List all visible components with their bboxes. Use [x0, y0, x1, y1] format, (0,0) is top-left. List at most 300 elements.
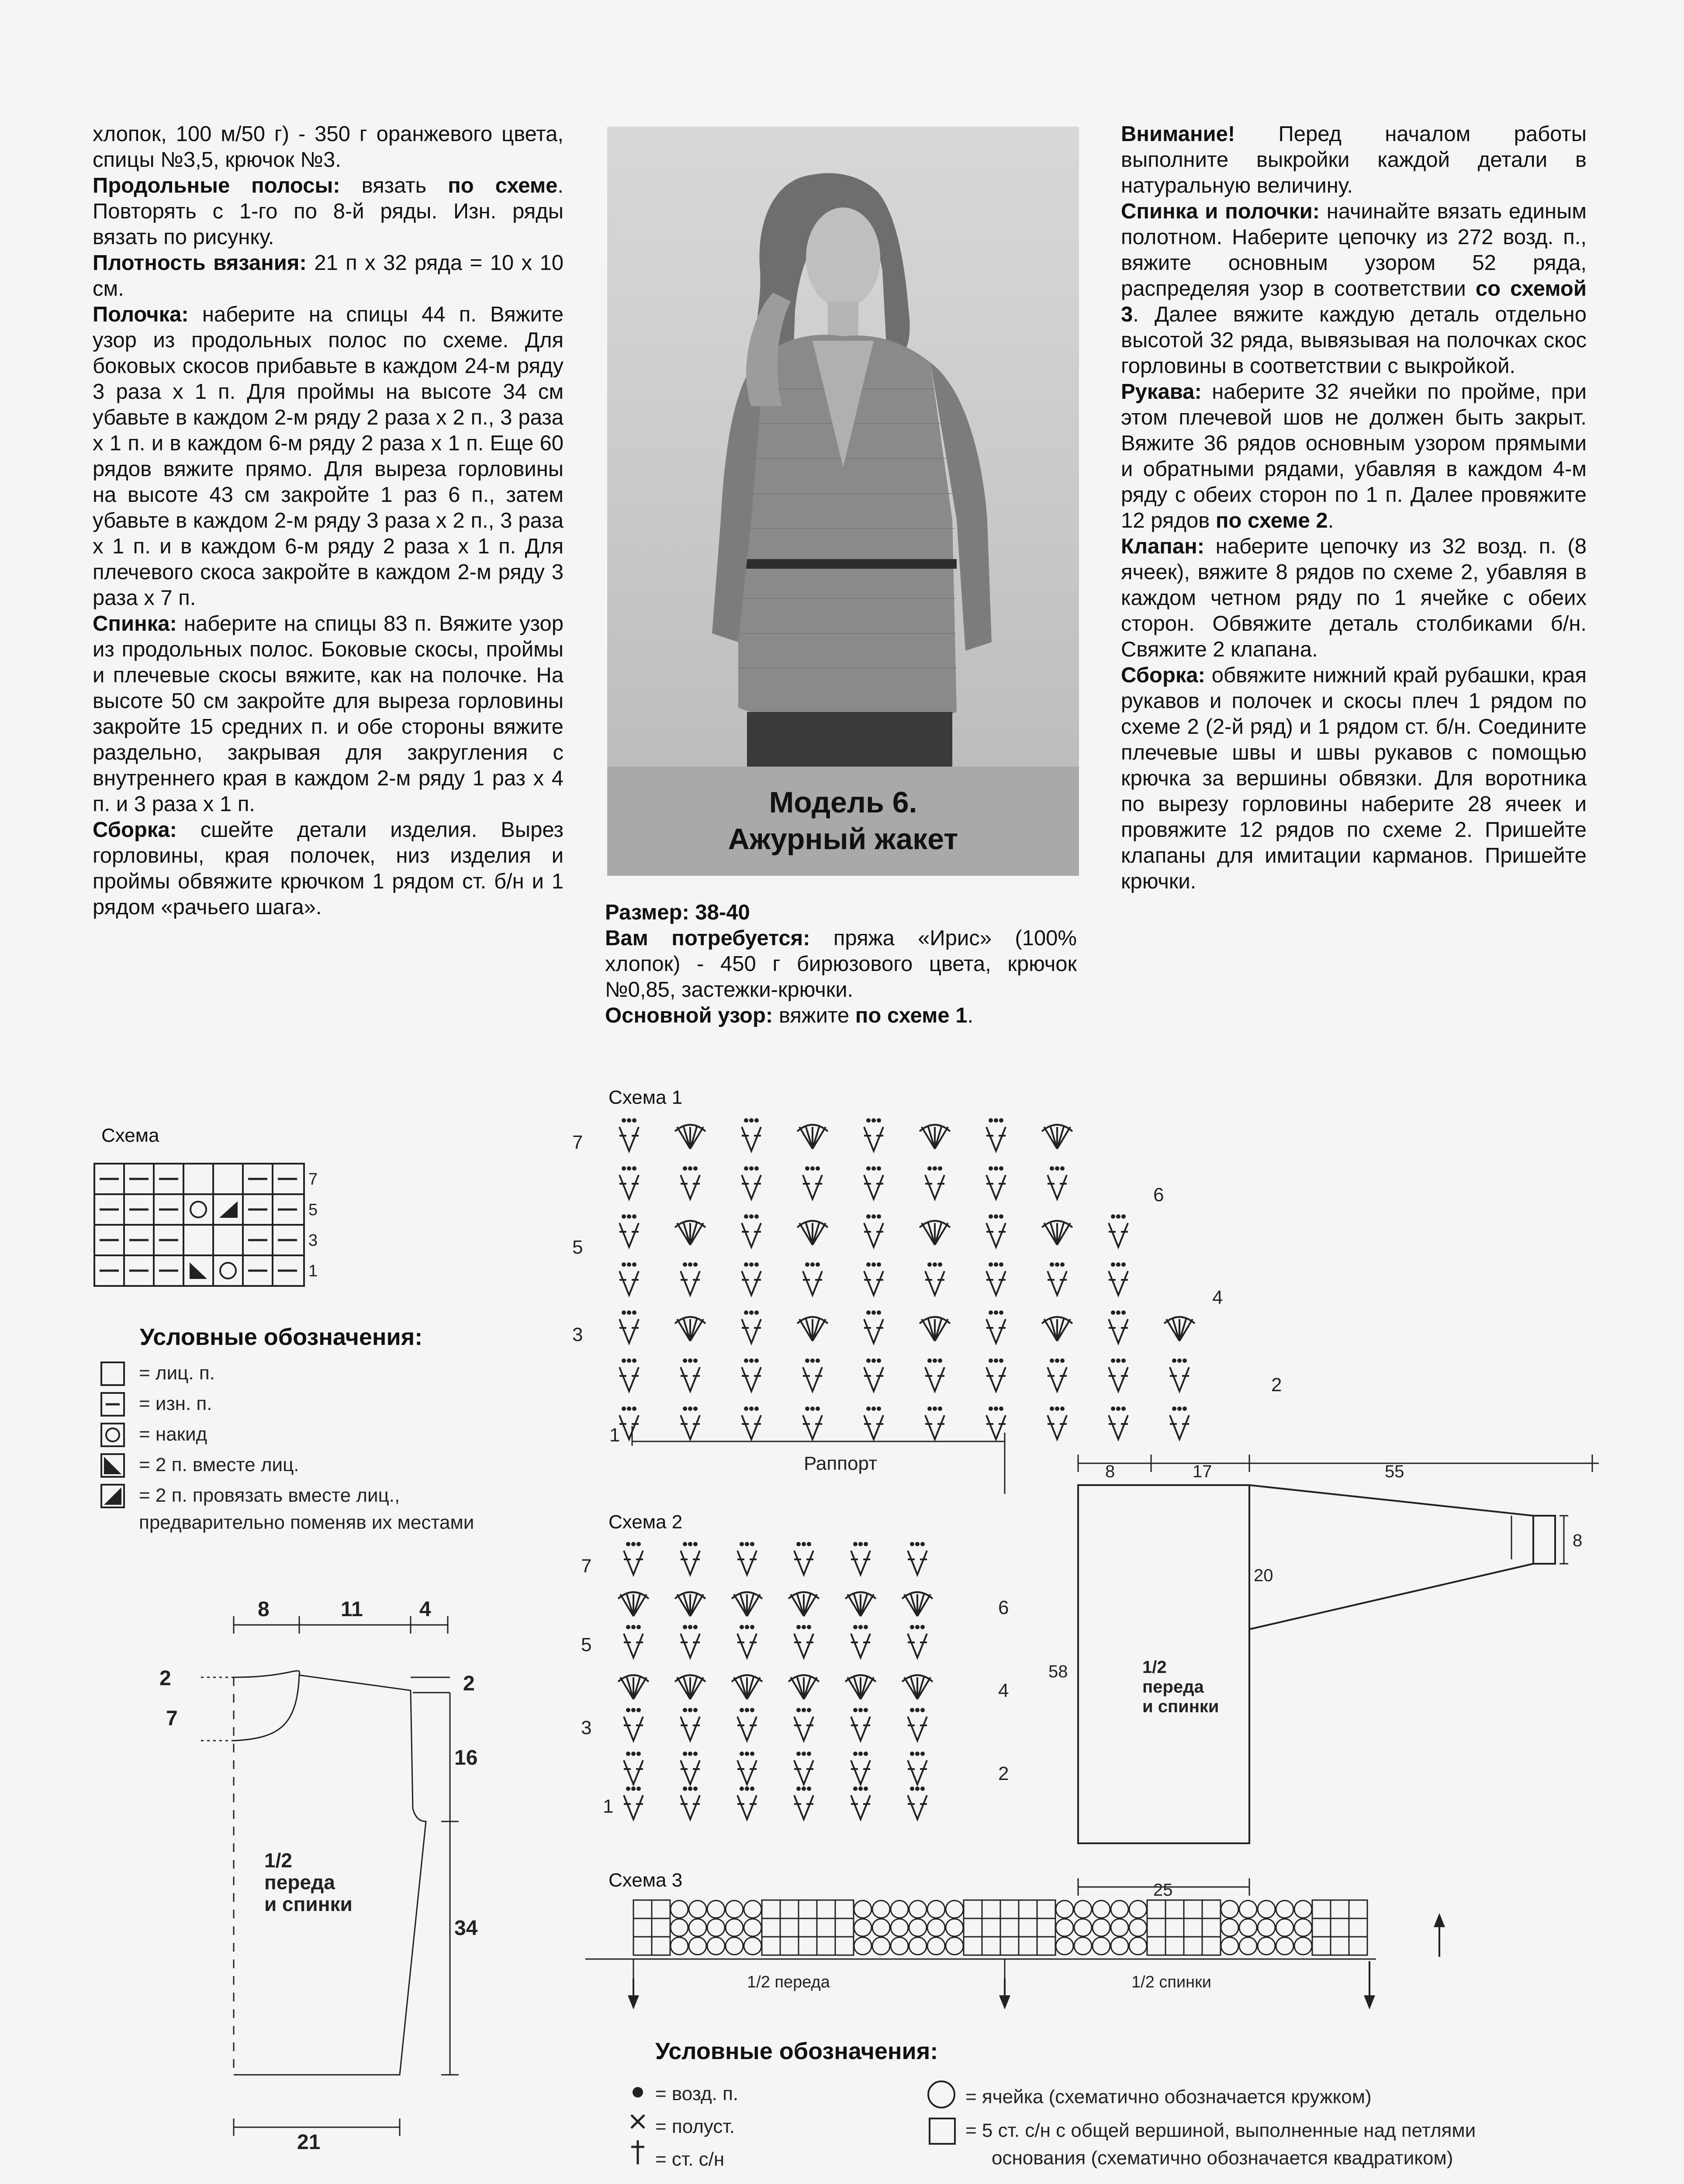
schema3-circle-cell	[1056, 1937, 1073, 1955]
cluster-square-icon	[930, 2118, 955, 2144]
schema3-circle-cell	[1294, 1919, 1312, 1936]
row-label: 7	[572, 1132, 583, 1153]
schema3-circle-cell	[1111, 1901, 1128, 1918]
schema3-square-cell	[1000, 1900, 1019, 1918]
dim-label: 7	[166, 1707, 178, 1730]
schema3-square-cell	[799, 1900, 817, 1918]
schema3-square-cell	[762, 1937, 780, 1955]
v-stitch-mark	[742, 1406, 761, 1439]
legend1-title: Условные обозначения:	[140, 1324, 423, 1350]
v-stitch-mark	[803, 1406, 822, 1439]
v-stitch-mark	[737, 1787, 757, 1819]
schema3-circle-cell	[1074, 1937, 1092, 1955]
v-stitch-mark	[864, 1214, 883, 1247]
schema3-circle-cell	[707, 1901, 725, 1918]
yarn-over-icon	[101, 1424, 124, 1446]
schema3-square-cell	[1184, 1937, 1202, 1955]
v-stitch-mark	[1109, 1262, 1128, 1295]
v-stitch-mark	[681, 1262, 700, 1295]
legend1-item: = накид	[139, 1424, 207, 1445]
model-silhouette	[607, 127, 1079, 767]
v-stitch-mark	[803, 1358, 822, 1391]
row-label: 7	[581, 1555, 592, 1577]
paragraph: Рукава: наберите 32 ячейки по пройме, при этом плечевой шов не должен быть закрыт. Вяжите 36 рядов основным узором прямыми и обратными рядами, убавляя в каждом 4-м ряду с обеих сторон по 1 п. Далее провяжите 12 рядов по схеме 2.	[1121, 380, 1587, 532]
schema3-square-cell	[835, 1918, 854, 1937]
dim-label: 4	[419, 1598, 431, 1621]
dim-label: 11	[341, 1598, 363, 1621]
v-stitch-mark	[1170, 1406, 1189, 1439]
fan-stitch-mark	[797, 1221, 828, 1245]
v-stitch-mark	[681, 1542, 700, 1575]
schema3-circle-cell	[1111, 1937, 1128, 1955]
schema3-circle-cell	[1111, 1919, 1128, 1936]
schema3-square-cell	[1037, 1900, 1055, 1918]
v-stitch-mark	[986, 1310, 1006, 1343]
fan-stitch-mark	[902, 1675, 933, 1699]
row-label: 1	[308, 1262, 318, 1280]
v-stitch-mark	[851, 1787, 870, 1819]
schema3-circle-cell	[726, 1901, 743, 1918]
paragraph: хлопок, 100 м/50 г) - 350 г оранжевого цвета, спицы №3,5, крючок №3.	[93, 122, 564, 172]
schema3-circle-cell	[1239, 1937, 1257, 1955]
v-stitch-mark	[864, 1406, 883, 1439]
piece-label: и спинки	[1142, 1697, 1219, 1716]
piece-label: переда	[1142, 1677, 1204, 1697]
v-stitch-mark	[986, 1118, 1006, 1151]
row-label: 5	[308, 1201, 318, 1219]
v-stitch-mark	[619, 1358, 639, 1391]
v-stitch-mark	[619, 1310, 639, 1343]
legend1-symbols	[100, 1361, 128, 1524]
fan-stitch-mark	[845, 1675, 876, 1699]
fan-stitch-mark	[845, 1592, 876, 1616]
schema3-square-cell	[982, 1918, 1000, 1937]
schema3-square-cell	[964, 1900, 982, 1918]
schema3-square-cell	[835, 1937, 854, 1955]
schema3-circle-cell	[872, 1937, 890, 1955]
fan-stitch-mark	[675, 1221, 705, 1245]
schema3-square-cell	[1349, 1900, 1367, 1918]
schema3-square-cell	[1331, 1918, 1349, 1937]
schema3-circle-cell	[1093, 1901, 1110, 1918]
schema3-circle-cell	[946, 1919, 963, 1936]
fan-stitch-mark	[788, 1592, 819, 1616]
schema3-square-cell	[799, 1918, 817, 1937]
schema3-square-cell	[1037, 1918, 1055, 1937]
v-stitch-mark	[794, 1752, 813, 1784]
schema3-circle-cell	[707, 1919, 725, 1936]
schema3-square-cell	[762, 1900, 780, 1918]
schema3-square-cell	[799, 1937, 817, 1955]
schema3-square-cell	[964, 1937, 982, 1955]
schema3-circle-cell	[854, 1937, 871, 1955]
row-label: 5	[572, 1237, 583, 1258]
piece-label: 1/2	[264, 1849, 292, 1872]
schema3-square-cell	[1331, 1900, 1349, 1918]
schema3-circle-cell	[1276, 1919, 1293, 1936]
v-stitch-mark	[851, 1752, 870, 1784]
row-label: 3	[572, 1324, 583, 1345]
row-label: 4	[998, 1680, 1009, 1701]
model-photo	[607, 127, 1079, 767]
knit-chart	[93, 1162, 337, 1293]
schema3-square-cell	[780, 1900, 799, 1918]
schema3-square-cell	[652, 1918, 670, 1937]
v-stitch-mark	[624, 1625, 643, 1658]
v-stitch-mark	[1048, 1166, 1067, 1199]
schema3-square-cell	[1202, 1918, 1221, 1937]
schema3-square-cell	[1037, 1937, 1055, 1955]
fan-stitch-mark	[1164, 1317, 1195, 1341]
legend2-icons-right	[926, 2079, 961, 2153]
v-stitch-mark	[742, 1262, 761, 1295]
fan-stitch-mark	[797, 1317, 828, 1341]
schema3-square-cell	[1184, 1900, 1202, 1918]
row-label: 3	[308, 1231, 318, 1250]
schema3-circle-cell	[1294, 1937, 1312, 1955]
dim-label: 20	[1254, 1566, 1273, 1585]
dim-label: 25	[1153, 1880, 1173, 1900]
legend2-item: = 5 ст. с/н с общей вершиной, выполненные над петлями	[965, 2120, 1476, 2141]
schema3-circle-cell	[689, 1901, 706, 1918]
schema3-square-cell	[1349, 1937, 1367, 1955]
schema3-circle-cell	[927, 1937, 945, 1955]
v-stitch-mark	[619, 1214, 639, 1247]
pattern-diagram-2	[1048, 1450, 1599, 1913]
v-stitch-mark	[803, 1262, 822, 1295]
paragraph: Полочка: наберите на спицы 44 п. Вяжите узор из продольных полос по схеме. Для боковых скосов прибавьте в каждом 24-м ряду 3 раза х 1 п. Для проймы на высоте 34 см убавьте в каждом 2-м ряду 2 раза х 2 п., 3 раза х 1 п. и в каждом 6-м ряду 2 раза х 1 п. Еще 60 рядов вяжите прямо. Для выреза горловины на высоте 43 см закройте 1 раз 6 п., затем убавьте в каждом 2-м ряду 3 раза х 2 п., 3 раза х 1 п. и в каждом 6-м ряду 2 раза х 1 п. Для плечевого скоса закройте в каждом 2-м ряду 3 раза х 7 п.	[93, 303, 564, 610]
schema3-square-cell	[1147, 1900, 1165, 1918]
v-stitch-mark	[1109, 1358, 1128, 1391]
knit-chart-title: Схема	[101, 1125, 159, 1146]
schema3-square-cell	[982, 1900, 1000, 1918]
v-stitch-mark	[794, 1787, 813, 1819]
v-stitch-mark	[742, 1118, 761, 1151]
v-stitch-mark	[986, 1166, 1006, 1199]
schema3-square-cell	[1312, 1900, 1331, 1918]
paragraph: Клапан: наберите цепочку из 32 возд. п. (8 ячеек), вяжите 8 рядов по схеме 2, убавляя в каждом четном ряду по 1 ячейке с обеих сторон. Обвяжите деталь столбиками б/н. Свяжите 2 клапана.	[1121, 535, 1587, 661]
dim-label: 58	[1048, 1662, 1068, 1681]
fan-stitch-mark	[732, 1675, 762, 1699]
paragraph: Размер: 38-40	[605, 901, 750, 924]
schema3-circle-cell	[927, 1901, 945, 1918]
legend2-icons-left	[625, 2079, 651, 2167]
dim-label: 17	[1193, 1462, 1212, 1481]
v-stitch-mark	[851, 1708, 870, 1741]
legend1-icons	[100, 1361, 128, 1522]
fan-stitch-mark	[920, 1221, 950, 1245]
schema3-title: Схема 3	[609, 1870, 683, 1891]
schema3-circle-cell	[1074, 1919, 1092, 1936]
legend2-item: основания (схематично обозначается квадратиком)	[992, 2147, 1453, 2169]
paragraph: Сборка: обвяжите нижний край рубашки, края рукавов и полочек и скосы плеч 1 рядом по схеме 2 (2-й ряд) и 1 рядом ст. б/н. Соедините плечевые швы и швы рукавов с помощью крючка за вершины обвязки. Для воротника по вырезу горловины наберите 28 ячеек и провяжите 12 рядов по схеме 2. Пришейте клапаны для имитации карманов. Пришейте крючки.	[1121, 663, 1587, 893]
paragraph: Основной узор: вяжите по схеме 1.	[605, 1004, 974, 1027]
schema3-cells	[633, 1900, 1367, 1955]
paragraph: Внимание! Перед началом работы выполните выкройки каждой детали в натуральную величину.	[1121, 122, 1587, 197]
v-stitch-mark	[864, 1166, 883, 1199]
dc-stitch-icon	[631, 2140, 644, 2164]
schema3-square-cell	[982, 1937, 1000, 1955]
v-stitch-mark	[681, 1752, 700, 1784]
v-stitch-mark	[851, 1542, 870, 1575]
v-stitch-mark	[864, 1358, 883, 1391]
schema3-square-cell	[633, 1900, 652, 1918]
schema3-circle-cell	[1258, 1919, 1275, 1936]
schema3-square-cell	[1165, 1900, 1184, 1918]
v-stitch-mark	[1109, 1406, 1128, 1439]
v-stitch-mark	[986, 1358, 1006, 1391]
schema3-circle-cell	[1129, 1937, 1147, 1955]
schema3-circle-cell	[1129, 1919, 1147, 1936]
row-label: 2	[1271, 1374, 1282, 1396]
schema3-circle-cell	[909, 1901, 927, 1918]
schema3-circle-cell	[707, 1937, 725, 1955]
v-stitch-mark	[986, 1214, 1006, 1247]
piece-label: 1/2	[1142, 1658, 1167, 1677]
v-stitch-mark	[864, 1310, 883, 1343]
v-stitch-mark	[925, 1262, 944, 1295]
dim-label: 8	[258, 1598, 270, 1621]
v-stitch-mark	[619, 1406, 639, 1439]
v-stitch-mark	[1109, 1310, 1128, 1343]
v-stitch-mark	[742, 1166, 761, 1199]
schema3-circle-cell	[891, 1919, 908, 1936]
schema3-circle-cell	[726, 1919, 743, 1936]
v-stitch-mark	[742, 1310, 761, 1343]
v-stitch-mark	[681, 1625, 700, 1658]
v-stitch-mark	[986, 1406, 1006, 1439]
schema3-square-cell	[633, 1918, 652, 1937]
schema3-circle-cell	[946, 1901, 963, 1918]
schema3-square-cell	[817, 1937, 835, 1955]
fan-stitch-mark	[1042, 1221, 1072, 1245]
schema3-circle-cell	[1239, 1901, 1257, 1918]
v-stitch-mark	[1109, 1214, 1128, 1247]
schema3-circle-cell	[872, 1901, 890, 1918]
v-stitch-mark	[742, 1214, 761, 1247]
fan-stitch-mark	[1042, 1125, 1072, 1149]
schema3-square-cell	[1019, 1937, 1037, 1955]
slip-stitch-icon	[631, 2115, 644, 2128]
v-stitch-mark	[794, 1625, 813, 1658]
schema3-square-cell	[817, 1900, 835, 1918]
fan-stitch-mark	[920, 1317, 950, 1341]
v-stitch-mark	[1170, 1358, 1189, 1391]
schema3-circle-cell	[1276, 1937, 1293, 1955]
knit-stitch-icon	[101, 1362, 124, 1385]
dim-label: 2	[159, 1667, 171, 1690]
fan-stitch-mark	[675, 1675, 705, 1699]
piece-label: и спинки	[264, 1893, 353, 1915]
v-stitch-mark	[681, 1787, 700, 1819]
v-stitch-mark	[737, 1542, 757, 1575]
v-stitch-mark	[624, 1752, 643, 1784]
column-left	[93, 121, 564, 920]
row-label: 7	[308, 1170, 318, 1189]
schema3-circle-cell	[726, 1937, 743, 1955]
schema3-circle-cell	[872, 1919, 890, 1936]
v-stitch-mark	[681, 1358, 700, 1391]
schema3-circle-cell	[1221, 1901, 1238, 1918]
fan-stitch-mark	[902, 1592, 933, 1616]
schema3-square-cell	[1312, 1918, 1331, 1937]
v-stitch-mark	[864, 1262, 883, 1295]
fan-stitch-mark	[788, 1675, 819, 1699]
schema3-circle-cell	[1074, 1901, 1092, 1918]
schema3-square-cell	[1147, 1918, 1165, 1937]
schema3-circle-cell	[1221, 1937, 1238, 1955]
schema3-circle-cell	[689, 1937, 706, 1955]
legend2-item: = возд. п.	[655, 2083, 739, 2105]
schema3-circle-cell	[909, 1919, 927, 1936]
paragraph: Спинка и полочки: начинайте вязать единым полотном. Наберите цепочку из 272 возд. п., вяжите основным узором 52 ряда, распределяя узор в соответствии со схемой 3. Далее вяжите каждую деталь отдельно высотой 32 ряда, вывязывая на полочках скос горловины в соответствии с выкройкой.	[1121, 200, 1587, 378]
legend1-item: = 2 п. провязать вместе лиц.,	[139, 1485, 400, 1506]
schema3-circle-cell	[1258, 1901, 1275, 1918]
schema3-circle-cell	[1258, 1937, 1275, 1955]
v-stitch-mark	[619, 1118, 639, 1151]
schema3-square-cell	[1019, 1918, 1037, 1937]
v-stitch-mark	[742, 1358, 761, 1391]
v-stitch-mark	[624, 1787, 643, 1819]
legend2-item: = полуст.	[655, 2116, 735, 2137]
schema3-square-cell	[1202, 1937, 1221, 1955]
schema3-circle-cell	[744, 1901, 761, 1918]
paragraph: Плотность вязания: 21 п х 32 ряда = 10 х 10 см.	[93, 251, 564, 301]
fan-stitch-mark	[732, 1592, 762, 1616]
paragraph: Продольные полосы: вязать по схеме. Повторять с 1-го по 8-й ряды. Изн. ряды вязать по рисунку.	[93, 174, 564, 249]
schema3-square-cell	[1202, 1900, 1221, 1918]
legend1-item: = 2 п. вместе лиц.	[139, 1454, 299, 1476]
schema3-square-cell	[1165, 1937, 1184, 1955]
fan-stitch-mark	[675, 1317, 705, 1341]
schema3-square-cell	[1331, 1937, 1349, 1955]
fan-stitch-mark	[1042, 1317, 1072, 1341]
schema1-marks	[619, 1118, 1195, 1439]
v-stitch-mark	[737, 1752, 757, 1784]
pattern-diagram-1	[149, 1590, 507, 2171]
schema3-circle-cell	[1129, 1901, 1147, 1918]
fan-stitch-mark	[797, 1125, 828, 1149]
v-stitch-mark	[908, 1708, 927, 1741]
v-stitch-mark	[737, 1708, 757, 1741]
v-stitch-mark	[851, 1625, 870, 1658]
legend1-item: = лиц. п.	[139, 1362, 215, 1384]
legend2-item: = ячейка (схематично обозначается кружком)	[965, 2086, 1372, 2108]
rapport-label: Раппорт	[804, 1453, 878, 1474]
v-stitch-mark	[681, 1708, 700, 1741]
column-right	[1121, 121, 1587, 895]
v-stitch-mark	[681, 1166, 700, 1199]
v-stitch-mark	[908, 1625, 927, 1658]
schema3-circle-cell	[909, 1937, 927, 1955]
dim-label: 21	[297, 2131, 321, 2154]
schema3-square-cell	[817, 1918, 835, 1937]
schema3-circle-cell	[891, 1937, 908, 1955]
schema2-chart	[568, 1533, 1040, 1839]
v-stitch-mark	[908, 1752, 927, 1784]
schema3-circle-cell	[854, 1901, 871, 1918]
schema3-square-cell	[1000, 1937, 1019, 1955]
schema3-square-cell	[964, 1918, 982, 1937]
v-stitch-mark	[908, 1542, 927, 1575]
chain-stitch-icon	[633, 2087, 643, 2098]
v-stitch-mark	[864, 1118, 883, 1151]
row-label: 5	[581, 1634, 592, 1655]
legend1-item: предварительно поменяв их местами	[139, 1512, 474, 1533]
schema3-circle-cell	[1056, 1919, 1073, 1936]
v-stitch-mark	[1048, 1406, 1067, 1439]
dim-label: 34	[454, 1917, 478, 1940]
fan-stitch-mark	[675, 1592, 705, 1616]
schema3-circle-cell	[744, 1937, 761, 1955]
dim-label: 16	[454, 1746, 478, 1769]
schema3-circle-cell	[854, 1919, 871, 1936]
fan-stitch-mark	[675, 1125, 705, 1149]
dim-label: 8	[1573, 1531, 1583, 1550]
legend2-title: Условные обозначения:	[655, 2038, 938, 2064]
row-label: 1	[609, 1424, 620, 1446]
schema3-circle-cell	[671, 1901, 688, 1918]
schema3-circle-cell	[1093, 1937, 1110, 1955]
schema3-circle-cell	[1276, 1901, 1293, 1918]
paragraph: Сборка: сшейте детали изделия. Вырез горловины, края полочек, низ изделия и проймы обвяжите крючком 1 рядом ст. б/н и 1 рядом «рачьего шага».	[93, 818, 564, 919]
schema3-circle-cell	[671, 1937, 688, 1955]
schema3-circle-cell	[671, 1919, 688, 1936]
schema3-circle-cell	[927, 1919, 945, 1936]
v-stitch-mark	[986, 1262, 1006, 1295]
schema3-square-cell	[1147, 1937, 1165, 1955]
v-stitch-mark	[737, 1625, 757, 1658]
schema3-circle-cell	[1294, 1901, 1312, 1918]
fan-stitch-mark	[920, 1125, 950, 1149]
paragraph: Спинка: наберите на спицы 83 п. Вяжите узор из продольных полос. Боковые скосы, проймы и плечевые скосы вяжите, как на полочке. На высоте 50 см закройте для выреза горловины закройте 15 средних п. и обе стороны вяжите раздельно, закрывая для закругления с внутреннего края в каждом 2-м ряду 1 раз х 4 п. и 3 раза х 1 п.	[93, 612, 564, 816]
v-stitch-mark	[624, 1542, 643, 1575]
v-stitch-mark	[803, 1166, 822, 1199]
schema3-label-front: 1/2 переда	[747, 1973, 830, 1991]
schema3-circle-cell	[1239, 1919, 1257, 1936]
schema3-square-cell	[762, 1918, 780, 1937]
legend2-item: = ст. с/н	[655, 2149, 725, 2170]
dim-label: 8	[1105, 1462, 1115, 1481]
caption-line-1: Модель 6.	[769, 786, 917, 819]
schema3-circle-cell	[744, 1919, 761, 1936]
schema3-circle-cell	[1056, 1901, 1073, 1918]
v-stitch-mark	[925, 1166, 944, 1199]
v-stitch-mark	[794, 1708, 813, 1741]
schema2-marks	[618, 1542, 933, 1819]
schema3-square-cell	[652, 1900, 670, 1918]
v-stitch-mark	[908, 1787, 927, 1819]
schema3-square-cell	[652, 1937, 670, 1955]
row-label: 3	[581, 1717, 592, 1738]
v-stitch-mark	[794, 1542, 813, 1575]
schema3-square-cell	[835, 1900, 854, 1918]
fan-stitch-mark	[618, 1592, 649, 1616]
schema3-circle-cell	[689, 1919, 706, 1936]
column-middle	[605, 900, 1077, 1029]
schema3-square-cell	[633, 1937, 652, 1955]
schema3-circle-cell	[1221, 1919, 1238, 1936]
schema3-square-cell	[1312, 1937, 1331, 1955]
schema3-square-cell	[1165, 1918, 1184, 1937]
schema3-square-cell	[1000, 1918, 1019, 1937]
schema3-circle-cell	[946, 1937, 963, 1955]
row-label: 6	[998, 1597, 1009, 1618]
model-caption	[607, 767, 1079, 876]
schema3-circle-cell	[891, 1901, 908, 1918]
schema3-chart	[568, 1896, 1424, 2053]
v-stitch-mark	[681, 1406, 700, 1439]
